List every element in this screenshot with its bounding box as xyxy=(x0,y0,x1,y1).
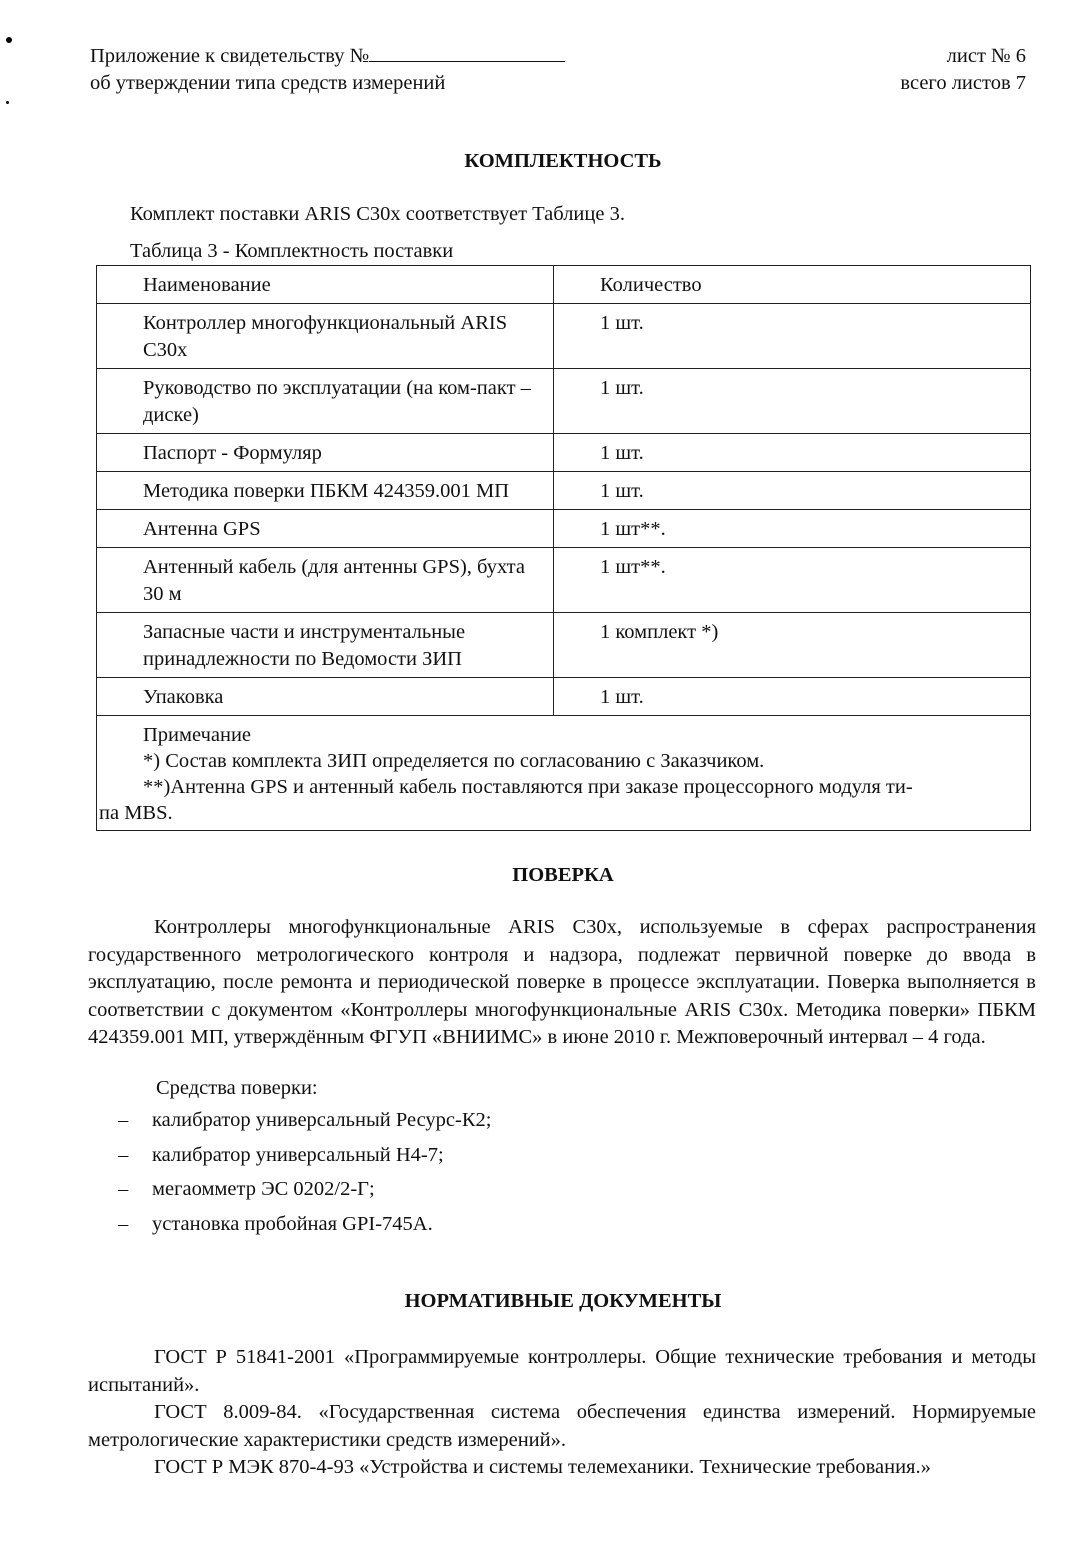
item-name: Методика поверки ПБКМ 424359.001 МП xyxy=(97,472,554,510)
table-header-row xyxy=(97,266,1031,304)
tool-name: калибратор универсальный Н4-7; xyxy=(152,1143,444,1166)
list-item xyxy=(88,1211,491,1246)
verification-text: Контроллеры многофункциональные ARIS C30x, используемые в сферах распространения государственного метрологического контроля и надзора, подлежат первичной поверке до ввода в эксплуатацию, после ремонта и периодической поверке в процессе эксплуатации. Поверка выполняется в соответствии с документом «Контроллеры многофункциональные ARIS C30x. Методика поверки» ПБКМ 424359.001 МП, утверждённым ФГУП «ВНИИМС» в июне 2010 г. Межповерочный интервал – 4 года. xyxy=(88,916,1036,1048)
item-quantity: 1 шт. xyxy=(554,472,1031,510)
item-name: Запасные части и инструментальные принадлежности по Ведомости ЗИП xyxy=(97,613,554,678)
note-line-3: па MBS. xyxy=(99,802,173,824)
item-quantity: 1 шт**. xyxy=(554,548,1031,613)
item-name: Антенный кабель (для антенны GPS), бухта 30 м xyxy=(97,548,554,613)
item-name: Руководство по эксплуатации (на ком-пакт – диске) xyxy=(97,369,554,434)
approval-type-label: об утверждении типа средств измерений xyxy=(90,72,446,94)
table-row xyxy=(97,548,1031,613)
sheet-number: лист № 6 xyxy=(946,45,1026,67)
section-heading-completeness: КОМПЛЕКТНОСТЬ xyxy=(464,150,662,172)
item-quantity: 1 шт. xyxy=(554,369,1031,434)
scan-artifact-dot xyxy=(6,101,9,104)
normative-document: ГОСТ Р 51841-2001 «Программируемые контроллеры. Общие технические требования и методы испытаний». xyxy=(88,1346,1036,1396)
table-note xyxy=(97,716,1031,831)
document-header-left xyxy=(90,43,565,97)
normative-document: ГОСТ 8.009-84. «Государственная система обеспечения единства измерений. Нормируемые метрологические характеристики средств измерений». xyxy=(88,1401,1036,1451)
normative-document: ГОСТ Р МЭК 870-4-93 «Устройства и системы телемеханики. Технические требования.» xyxy=(154,1456,931,1478)
certificate-appendix-label: Приложение к свидетельству № xyxy=(90,45,370,67)
item-name: Паспорт - Формуляр xyxy=(97,434,554,472)
verification-tools-list xyxy=(88,1107,491,1245)
column-header-quantity: Количество xyxy=(554,266,1031,304)
table-row xyxy=(97,613,1031,678)
verification-tools-title: Средства поверки: xyxy=(156,1077,318,1099)
dash-bullet: – xyxy=(118,1212,129,1235)
table-row xyxy=(97,510,1031,548)
column-header-name: Наименование xyxy=(97,266,554,304)
scan-artifact-dot xyxy=(6,37,12,43)
dash-bullet: – xyxy=(118,1109,129,1131)
section-heading-verification: ПОВЕРКА xyxy=(512,864,614,886)
tool-name: калибратор универсальный Ресурс-К2; xyxy=(152,1109,492,1131)
certificate-number-blank xyxy=(369,43,565,62)
document-header-right xyxy=(900,43,1026,97)
table-row xyxy=(97,472,1031,510)
list-item xyxy=(88,1107,491,1142)
item-name: Упаковка xyxy=(97,678,554,716)
tool-name: установка пробойная GPI-745A. xyxy=(152,1212,433,1235)
section-heading-normative: НОРМАТИВНЫЕ ДОКУМЕНТЫ xyxy=(404,1290,722,1312)
item-quantity: 1 шт. xyxy=(554,678,1031,716)
verification-paragraph xyxy=(88,914,1036,1052)
tool-name: мегаомметр ЭС 0202/2-Г; xyxy=(152,1178,375,1200)
dash-bullet: – xyxy=(118,1143,129,1166)
list-item xyxy=(88,1142,491,1177)
delivery-set-table xyxy=(96,265,1031,831)
table-caption: Таблица 3 - Комплектность поставки xyxy=(130,240,454,262)
table-row xyxy=(97,369,1031,434)
item-quantity: 1 шт**. xyxy=(554,510,1031,548)
list-item xyxy=(88,1176,491,1211)
table-row xyxy=(97,678,1031,716)
note-title: Примечание xyxy=(143,724,252,746)
item-name: Антенна GPS xyxy=(97,510,554,548)
table-row xyxy=(97,304,1031,369)
note-line-2: **)Антенна GPS и антенный кабель поставляются при заказе процессорного модуля ти- xyxy=(143,776,913,798)
item-quantity: 1 шт. xyxy=(554,304,1031,369)
item-name: Контроллер многофункциональный ARIS C30x xyxy=(97,304,554,369)
total-sheets: всего листов 7 xyxy=(900,72,1026,94)
note-line-1: *) Состав комплекта ЗИП определяется по согласованию с Заказчиком. xyxy=(143,750,765,772)
completeness-intro: Комплект поставки ARIS C30x соответствует Таблице 3. xyxy=(130,203,625,225)
table-note-row xyxy=(97,716,1031,831)
dash-bullet: – xyxy=(118,1178,129,1200)
item-quantity: 1 комплект *) xyxy=(554,613,1031,678)
normative-documents-list xyxy=(88,1344,1036,1482)
item-quantity: 1 шт. xyxy=(554,434,1031,472)
table-row xyxy=(97,434,1031,472)
